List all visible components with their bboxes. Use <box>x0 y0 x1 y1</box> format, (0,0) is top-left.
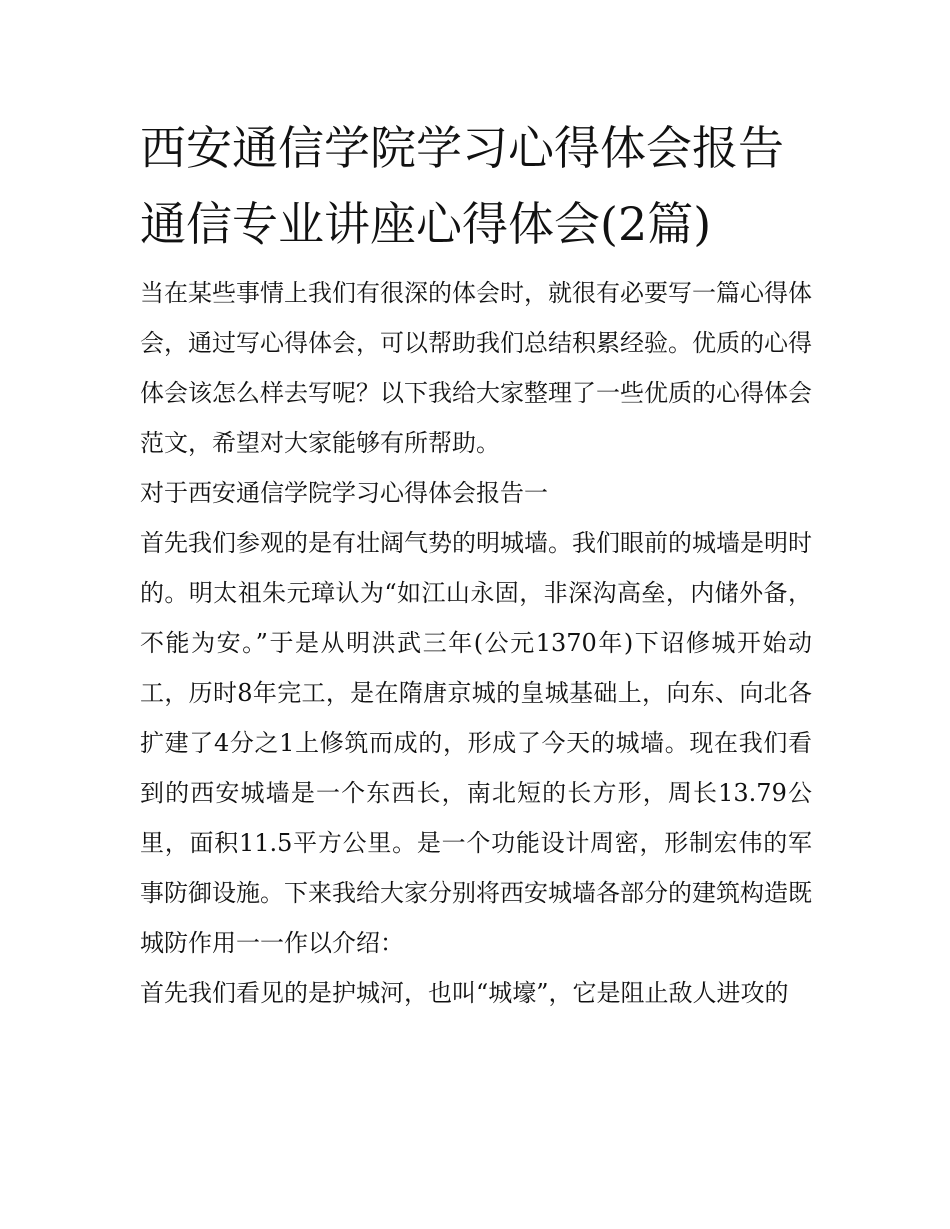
document-page <box>140 110 812 1018</box>
section-heading: 对于西安通信学院学习心得体会报告一 <box>140 479 548 507</box>
body-paragraph: 首先我们参观的是有壮阔气势的明城墙。我们眼前的城墙是明时的。明太祖朱元璋认为“如江山永固，非深沟高垒，内储外备，不能为安。”于是从明洪武三年(公元1370年)下诏修城开始动工，历时8年完工，是在隋唐京城的皇城基础上，向东、向北各扩建了4分之1上修筑而成的，形成了今天的城墙。现在我们看到的西安城墙是一个东西长，南北短的长方形，周长13.79公里，面积11.5平方公里。是一个功能设计周密，形制宏伟的军事防御设施。下来我给大家分别将西安城墙各部分的建筑构造既城防作用一一作以介绍： <box>140 529 812 957</box>
document-title: 西安通信学院学习心得体会报告 通信专业讲座心得体会(2篇) <box>140 121 784 251</box>
intro-paragraph: 当在某些事情上我们有很深的体会时，就很有必要写一篇心得体会，通过写心得体会，可以帮助我们总结积累经验。优质的心得体会该怎么样去写呢？以下我给大家整理了一些优质的心得体会范文，希望对大家能够有所帮助。 <box>140 279 812 457</box>
body-paragraph: 首先我们看见的是护城河，也叫“城壕”，它是阻止敌人进攻的 <box>140 979 789 1007</box>
